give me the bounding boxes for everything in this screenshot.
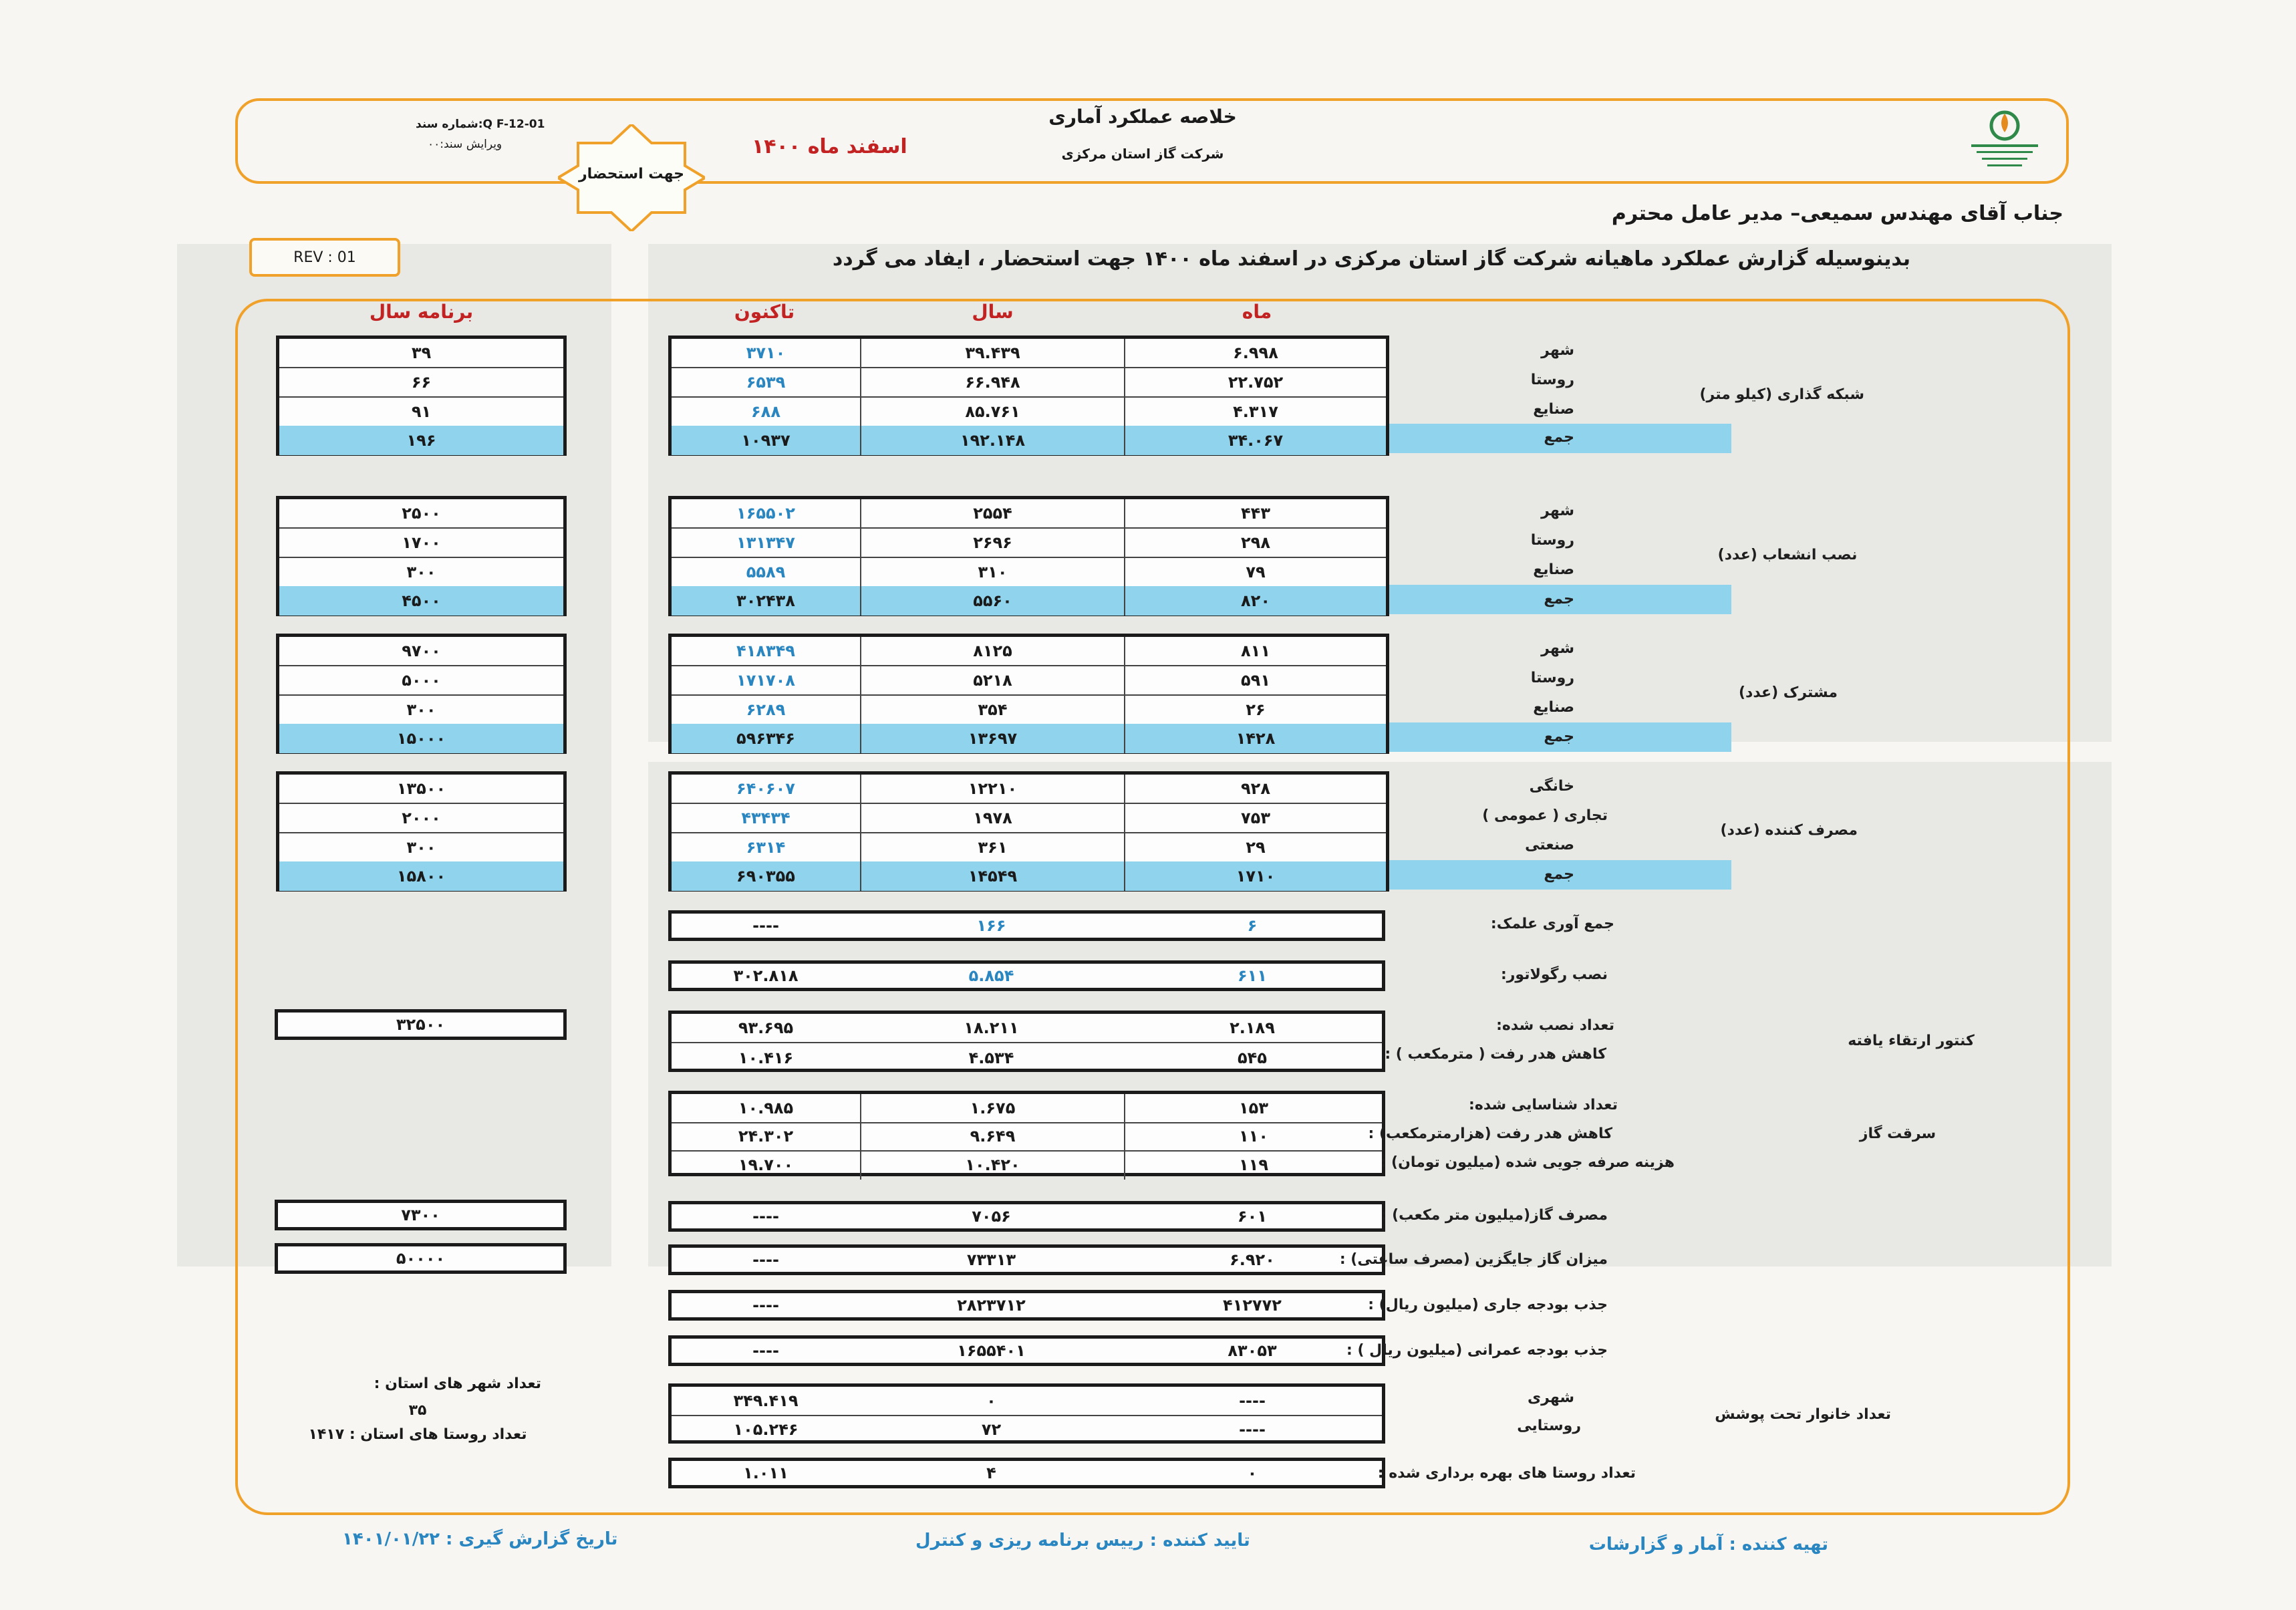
table-row — [672, 1014, 1382, 1043]
plan-meters — [275, 1009, 567, 1040]
todate-cell: ۱۰۹۳۷ — [741, 431, 791, 450]
row-label: روستا — [1530, 670, 1574, 686]
month-cell: ۶.۹۲۰ — [1230, 1250, 1275, 1269]
todate-cell: ۶۹۰۳۵۵ — [736, 867, 795, 886]
province-villages-label: تعداد روستا های استان : ۱۴۱۷ — [308, 1426, 527, 1443]
plan-row — [279, 339, 563, 368]
todate-cell: ۱۷۱۷۰۸ — [736, 671, 795, 690]
province-cities-label: تعداد شهر های استان : — [374, 1375, 541, 1392]
table-row-sum — [672, 426, 1386, 455]
month-cell: ۴.۳۱۷ — [1124, 398, 1386, 426]
table-row — [672, 1122, 1382, 1152]
row-label: جمع — [1544, 728, 1574, 745]
footer-approved-by: تایید کننده : رییس برنامه ریزی و کنترل — [915, 1530, 1250, 1551]
row-label: صنایع — [1533, 401, 1574, 418]
table-row — [672, 637, 1386, 666]
table-row-sum — [672, 861, 1386, 891]
plan-cell: ۷۳۰۰ — [401, 1206, 440, 1224]
row-label: تعداد نصب شده: — [1496, 1017, 1614, 1034]
table-dev-budget — [668, 1335, 1385, 1366]
year-cell: ۳۱۰ — [860, 558, 1124, 586]
month-cell: ۶۰۱ — [1238, 1207, 1267, 1226]
row-label: کاهش هدر رفت (هزارمترمکعب) : — [1368, 1125, 1612, 1142]
year-cell: ۱۸.۲۱۱ — [964, 1019, 1019, 1037]
month-cell: ۶ — [1247, 916, 1258, 935]
todate-cell: ۴۱۸۳۴۹ — [736, 642, 795, 660]
year-cell: ۵.۸۵۴ — [968, 966, 1014, 985]
plan-network — [276, 336, 567, 456]
plan-row — [279, 775, 563, 804]
month-cell: ۷۹ — [1124, 558, 1386, 586]
todate-cell: ۳۰۲.۸۱۸ — [733, 966, 799, 985]
row-label: صنایع — [1533, 561, 1574, 578]
table-regulator — [668, 960, 1385, 991]
todate-cell: ۶۳۱۴ — [746, 838, 786, 857]
group-label-households: تعداد خانوار تحت پوشش — [1715, 1406, 1891, 1423]
plan-row — [279, 398, 563, 427]
row-label: مصرف گاز(میلیون متر مکعب) : — [1381, 1207, 1608, 1224]
todate-cell: ---- — [752, 1296, 779, 1315]
month-cell: ۴۴۳ — [1124, 499, 1386, 527]
todate-cell: ۱۰۵.۲۴۶ — [733, 1420, 799, 1439]
plan-cell: ۴۵۰۰ — [402, 591, 441, 610]
header-month: ماه — [1242, 301, 1272, 323]
year-cell: ۸۵.۷۶۱ — [860, 398, 1124, 426]
plan-row-sum — [279, 724, 563, 753]
table-row — [672, 1248, 1382, 1272]
row-label: جذب بودجه عمرانی (میلیون ریال ) : — [1346, 1342, 1608, 1359]
year-cell: ۷۰۵۶ — [972, 1207, 1011, 1226]
purpose-label: جهت استحضار — [579, 166, 684, 182]
row-label: میزان گاز جایگزین (مصرف ساعتی) : — [1339, 1251, 1608, 1268]
year-cell: ۱۹۷۸ — [860, 804, 1124, 832]
group-label-theft: سرقت گاز — [1859, 1125, 1936, 1142]
table-row — [672, 1461, 1382, 1485]
todate-cell: ۶۲۸۹ — [746, 700, 786, 719]
todate-cell: ---- — [752, 916, 779, 935]
month-cell: ۵۴۵ — [1238, 1049, 1267, 1067]
year-cell: ۳۶۱ — [860, 833, 1124, 861]
plan-cell: ۳۰۰ — [406, 838, 436, 857]
month-cell: ۸۳۰۵۳ — [1228, 1341, 1277, 1360]
table-row — [672, 1204, 1382, 1228]
plan-cell: ۳۰۰ — [406, 700, 436, 719]
month-cell: ۱۴۲۸ — [1124, 724, 1386, 753]
todate-cell: ۶۴۰۶۰۷ — [736, 779, 795, 798]
plan-row-sum — [279, 586, 563, 616]
purpose-badge — [558, 124, 705, 231]
month-cell: ۸۱۱ — [1124, 637, 1386, 665]
year-cell: ۱۶۶ — [976, 916, 1006, 935]
plan-row — [279, 368, 563, 398]
month-cell: ۶.۹۹۸ — [1124, 339, 1386, 367]
header-todate: تاکنون — [734, 301, 795, 323]
plan-row — [278, 1013, 563, 1037]
month-cell: ۲۹۸ — [1124, 529, 1386, 557]
plan-row — [279, 529, 563, 558]
plan-cell: ۳۹ — [411, 344, 432, 362]
plan-cell: ۵۰۰۰۰ — [396, 1249, 446, 1268]
table-row — [672, 558, 1386, 587]
row-label: جذب بودجه جاری (میلیون ریال) : — [1368, 1297, 1608, 1313]
plan-row — [279, 696, 563, 725]
report-period: اسفند ماه ۱۴۰۰ — [752, 135, 907, 158]
row-label: صنعتی — [1525, 837, 1574, 853]
todate-cell: ۱۳۱۳۴۷ — [736, 533, 795, 552]
month-cell: ۱۱۰ — [1124, 1122, 1382, 1150]
month-cell: ۱۱۹ — [1124, 1150, 1382, 1180]
addressee: جناب آقای مهندس سمیعی– مدیر عامل محترم — [1611, 202, 2063, 225]
table-network — [668, 336, 1389, 456]
table-collector — [668, 910, 1385, 941]
group-label-branches: نصب انشعاب (عدد) — [1717, 547, 1858, 563]
plan-row — [279, 833, 563, 863]
table-row — [672, 666, 1386, 696]
todate-cell: ۲۴.۳۰۲ — [738, 1127, 794, 1146]
table-row — [672, 529, 1386, 558]
year-cell: ۳۹.۴۳۹ — [860, 339, 1124, 367]
todate-cell: ۳۰۲۴۳۸ — [736, 591, 795, 610]
table-row — [672, 339, 1386, 368]
plan-row — [278, 1246, 563, 1270]
gas-company-logo-icon — [1958, 107, 2051, 174]
row-label: صنایع — [1533, 699, 1574, 716]
group-label-consumers: مصرف کننده (عدد) — [1720, 822, 1858, 839]
company-logo — [1958, 107, 2051, 174]
plan-cell: ۳۰۰ — [406, 563, 436, 581]
plan-cell: ۹۱ — [411, 402, 432, 421]
row-label: جمع — [1544, 866, 1574, 883]
plan-cell: ۲۰۰۰ — [402, 809, 441, 827]
plan-cell: ۹۷۰۰ — [402, 642, 441, 660]
month-cell: ---- — [1239, 1420, 1266, 1439]
table-gas-consumption — [668, 1201, 1385, 1232]
plan-row — [279, 637, 563, 666]
year-cell: ۲۸۲۳۷۱۲ — [957, 1296, 1026, 1315]
todate-cell: ۶۵۳۹ — [746, 373, 786, 392]
todate-cell: ۵۹۶۳۴۶ — [736, 729, 795, 748]
plan-row-sum — [279, 426, 563, 455]
rev-badge — [249, 238, 400, 277]
intro-text: بدینوسیله گزارش عملکرد ماهیانه شرکت گاز استان مرکزی در اسفند ماه ۱۴۰۰ جهت استحضار ، ایفاد می گردد — [832, 247, 1910, 271]
year-cell: ۲۶۹۶ — [860, 529, 1124, 557]
table-row-sum — [672, 724, 1386, 753]
doc-number: شماره سند:Q F-12-01 — [416, 118, 545, 131]
footer-prepared-by: تهیه کننده : آمار و گزارشات — [1588, 1534, 1828, 1555]
month-cell: ۰ — [1247, 1464, 1258, 1482]
year-cell: ۱.۶۷۵ — [860, 1094, 1124, 1122]
todate-cell: ۴۳۴۳۴ — [741, 809, 791, 827]
plan-cell: ۱۷۰۰ — [402, 533, 441, 552]
plan-cell: ۵۰۰۰ — [402, 671, 441, 690]
plan-row — [279, 804, 563, 833]
table-consumers — [668, 771, 1389, 892]
doc-edition: ویرایش سند:۰۰ — [428, 138, 503, 151]
year-cell: ۳۵۴ — [860, 696, 1124, 724]
year-cell: ۱۹۲.۱۴۸ — [860, 426, 1124, 455]
row-label: جمع — [1544, 591, 1574, 608]
row-label: روستا — [1530, 532, 1574, 549]
month-cell: ۶۱۱ — [1238, 966, 1267, 985]
plan-cell: ۱۵۸۰۰ — [396, 867, 446, 886]
month-cell: ۷۵۳ — [1124, 804, 1386, 832]
plan-cell: ۳۲۵۰۰ — [396, 1015, 446, 1034]
plan-row — [279, 499, 563, 529]
plan-branches — [276, 496, 567, 616]
table-row — [672, 1094, 1382, 1123]
year-cell: ۵۵۶۰ — [860, 586, 1124, 616]
row-label: شهر — [1541, 503, 1574, 519]
table-row-sum — [672, 586, 1386, 616]
table-row — [672, 696, 1386, 725]
table-current-budget — [668, 1290, 1385, 1321]
todate-cell: ۱۹.۷۰۰ — [738, 1156, 794, 1174]
row-label: خانگی — [1529, 778, 1574, 795]
header-plan: برنامه سال — [369, 301, 474, 323]
month-cell: ۱۵۳ — [1124, 1094, 1382, 1122]
row-label: نصب رگولاتور: — [1500, 966, 1608, 983]
todate-cell: ۱۰.۴۱۶ — [738, 1049, 794, 1067]
todate-cell: ---- — [752, 1250, 779, 1269]
month-cell: ۵۹۱ — [1124, 666, 1386, 694]
month-cell: ۳۴.۰۶۷ — [1124, 426, 1386, 455]
main-frame — [235, 299, 2070, 1515]
year-cell: ۰ — [986, 1391, 996, 1410]
table-row — [672, 499, 1386, 529]
month-cell: ۱۷۱۰ — [1124, 861, 1386, 891]
row-label: هزینه صرفه جویی شده (میلیون تومان) : — [1380, 1154, 1675, 1171]
table-row — [672, 1387, 1382, 1416]
row-label: روستایی — [1517, 1418, 1581, 1434]
month-cell: ---- — [1239, 1391, 1266, 1410]
row-label: کاهش هدر رفت ( مترمکعب ) : — [1385, 1046, 1606, 1063]
footer-report-date: تاریخ گزارش گیری : ۱۴۰۱/۰۱/۲۲ — [342, 1529, 618, 1549]
table-row — [672, 398, 1386, 427]
table-households — [668, 1383, 1385, 1444]
table-branches — [668, 496, 1389, 616]
province-cities-value: ۳۵ — [408, 1402, 427, 1419]
plan-replacement-gas — [275, 1243, 567, 1274]
row-label: جمع آوری علمک: — [1490, 916, 1614, 932]
month-cell: ۸۲۰ — [1124, 586, 1386, 616]
year-cell: ۴.۵۳۴ — [968, 1049, 1014, 1067]
todate-cell: ۹۳.۶۹۵ — [738, 1019, 794, 1037]
todate-cell: ---- — [752, 1341, 779, 1360]
table-meters — [668, 1011, 1385, 1072]
plan-cell: ۱۹۶ — [406, 431, 436, 450]
plan-row — [278, 1203, 563, 1227]
todate-cell: ۱.۰۱۱ — [743, 1464, 788, 1482]
group-label-subscribers: مشترک (عدد) — [1739, 684, 1838, 701]
table-row — [672, 1150, 1382, 1180]
year-cell: ۲۵۵۴ — [860, 499, 1124, 527]
plan-cell: ۶۶ — [411, 373, 432, 392]
month-cell: ۴۱۲۷۷۲ — [1223, 1296, 1282, 1315]
todate-cell: ۶۸۸ — [751, 402, 780, 421]
table-theft — [668, 1091, 1385, 1176]
table-row — [672, 1043, 1382, 1073]
todate-cell: ۳۷۱۰ — [746, 344, 786, 362]
year-cell: ۹.۶۴۹ — [860, 1122, 1124, 1150]
year-cell: ۱۴۵۴۹ — [860, 861, 1124, 891]
row-label: جمع — [1544, 429, 1574, 446]
rev-label: REV : 01 — [293, 249, 356, 266]
table-row — [672, 964, 1382, 988]
plan-cell: ۲۵۰۰ — [402, 504, 441, 523]
row-label: شهر — [1541, 640, 1574, 657]
plan-cell: ۱۳۵۰۰ — [396, 779, 446, 798]
table-replacement-gas — [668, 1244, 1385, 1275]
month-cell: ۲.۱۸۹ — [1230, 1019, 1275, 1037]
row-label: روستا — [1530, 372, 1574, 388]
table-villages — [668, 1458, 1385, 1488]
group-label-network: شبکه گذاری (کیلو متر) — [1699, 386, 1864, 403]
year-cell: ۸۱۲۵ — [860, 637, 1124, 665]
month-cell: ۹۲۸ — [1124, 775, 1386, 803]
todate-cell: ۵۵۸۹ — [746, 563, 786, 581]
row-label: تعداد روستا های بهره برداری شده : — [1377, 1465, 1636, 1482]
month-cell: ۲۲.۷۵۲ — [1124, 368, 1386, 396]
row-label: تجاری ( عمومی ) — [1482, 807, 1608, 824]
row-label: شهر — [1541, 342, 1574, 359]
plan-row-sum — [279, 861, 563, 891]
table-row — [672, 1293, 1382, 1317]
group-label-meters: کنتور ارتقاء یافته — [1848, 1033, 1975, 1049]
todate-cell: ۳۴۹.۴۱۹ — [733, 1391, 799, 1410]
row-label: تعداد شناسایی شده: — [1469, 1097, 1618, 1113]
table-row — [672, 775, 1386, 804]
table-row — [672, 368, 1386, 398]
table-row — [672, 1339, 1382, 1363]
row-label: شهری — [1527, 1389, 1574, 1406]
year-cell: ۱۲۲۱۰ — [860, 775, 1124, 803]
year-cell: ۷۲ — [981, 1420, 1002, 1439]
year-cell: ۵۲۱۸ — [860, 666, 1124, 694]
plan-row — [279, 666, 563, 696]
year-cell: ۷۳۳۱۳ — [966, 1250, 1016, 1269]
table-row — [672, 833, 1386, 863]
todate-cell: ۱۰.۹۸۵ — [738, 1099, 794, 1117]
report-title: خلاصه عملکرد آماری — [1048, 106, 1237, 128]
table-row — [672, 804, 1386, 833]
plan-cell: ۱۵۰۰۰ — [396, 729, 446, 748]
plan-row — [279, 558, 563, 587]
todate-cell: ۱۶۵۵۰۲ — [736, 504, 795, 523]
header-year: سال — [972, 301, 1014, 323]
year-cell: ۶۶.۹۴۸ — [860, 368, 1124, 396]
plan-consumers — [276, 771, 567, 892]
year-cell: ۱۶۵۵۴۰۱ — [957, 1341, 1026, 1360]
plan-subscribers — [276, 634, 567, 754]
year-cell: ۴ — [986, 1464, 996, 1482]
todate-cell: ---- — [752, 1207, 779, 1226]
table-row — [672, 1415, 1382, 1444]
plan-gas-consumption — [275, 1200, 567, 1230]
company-name: شرکت گاز استان مرکزی — [1061, 146, 1224, 162]
table-row — [672, 914, 1382, 938]
table-subscribers — [668, 634, 1389, 754]
year-cell: ۱۳۶۹۷ — [860, 724, 1124, 753]
month-cell: ۲۹ — [1124, 833, 1386, 861]
year-cell: ۱۰.۴۲۰ — [860, 1150, 1124, 1180]
month-cell: ۲۶ — [1124, 696, 1386, 724]
